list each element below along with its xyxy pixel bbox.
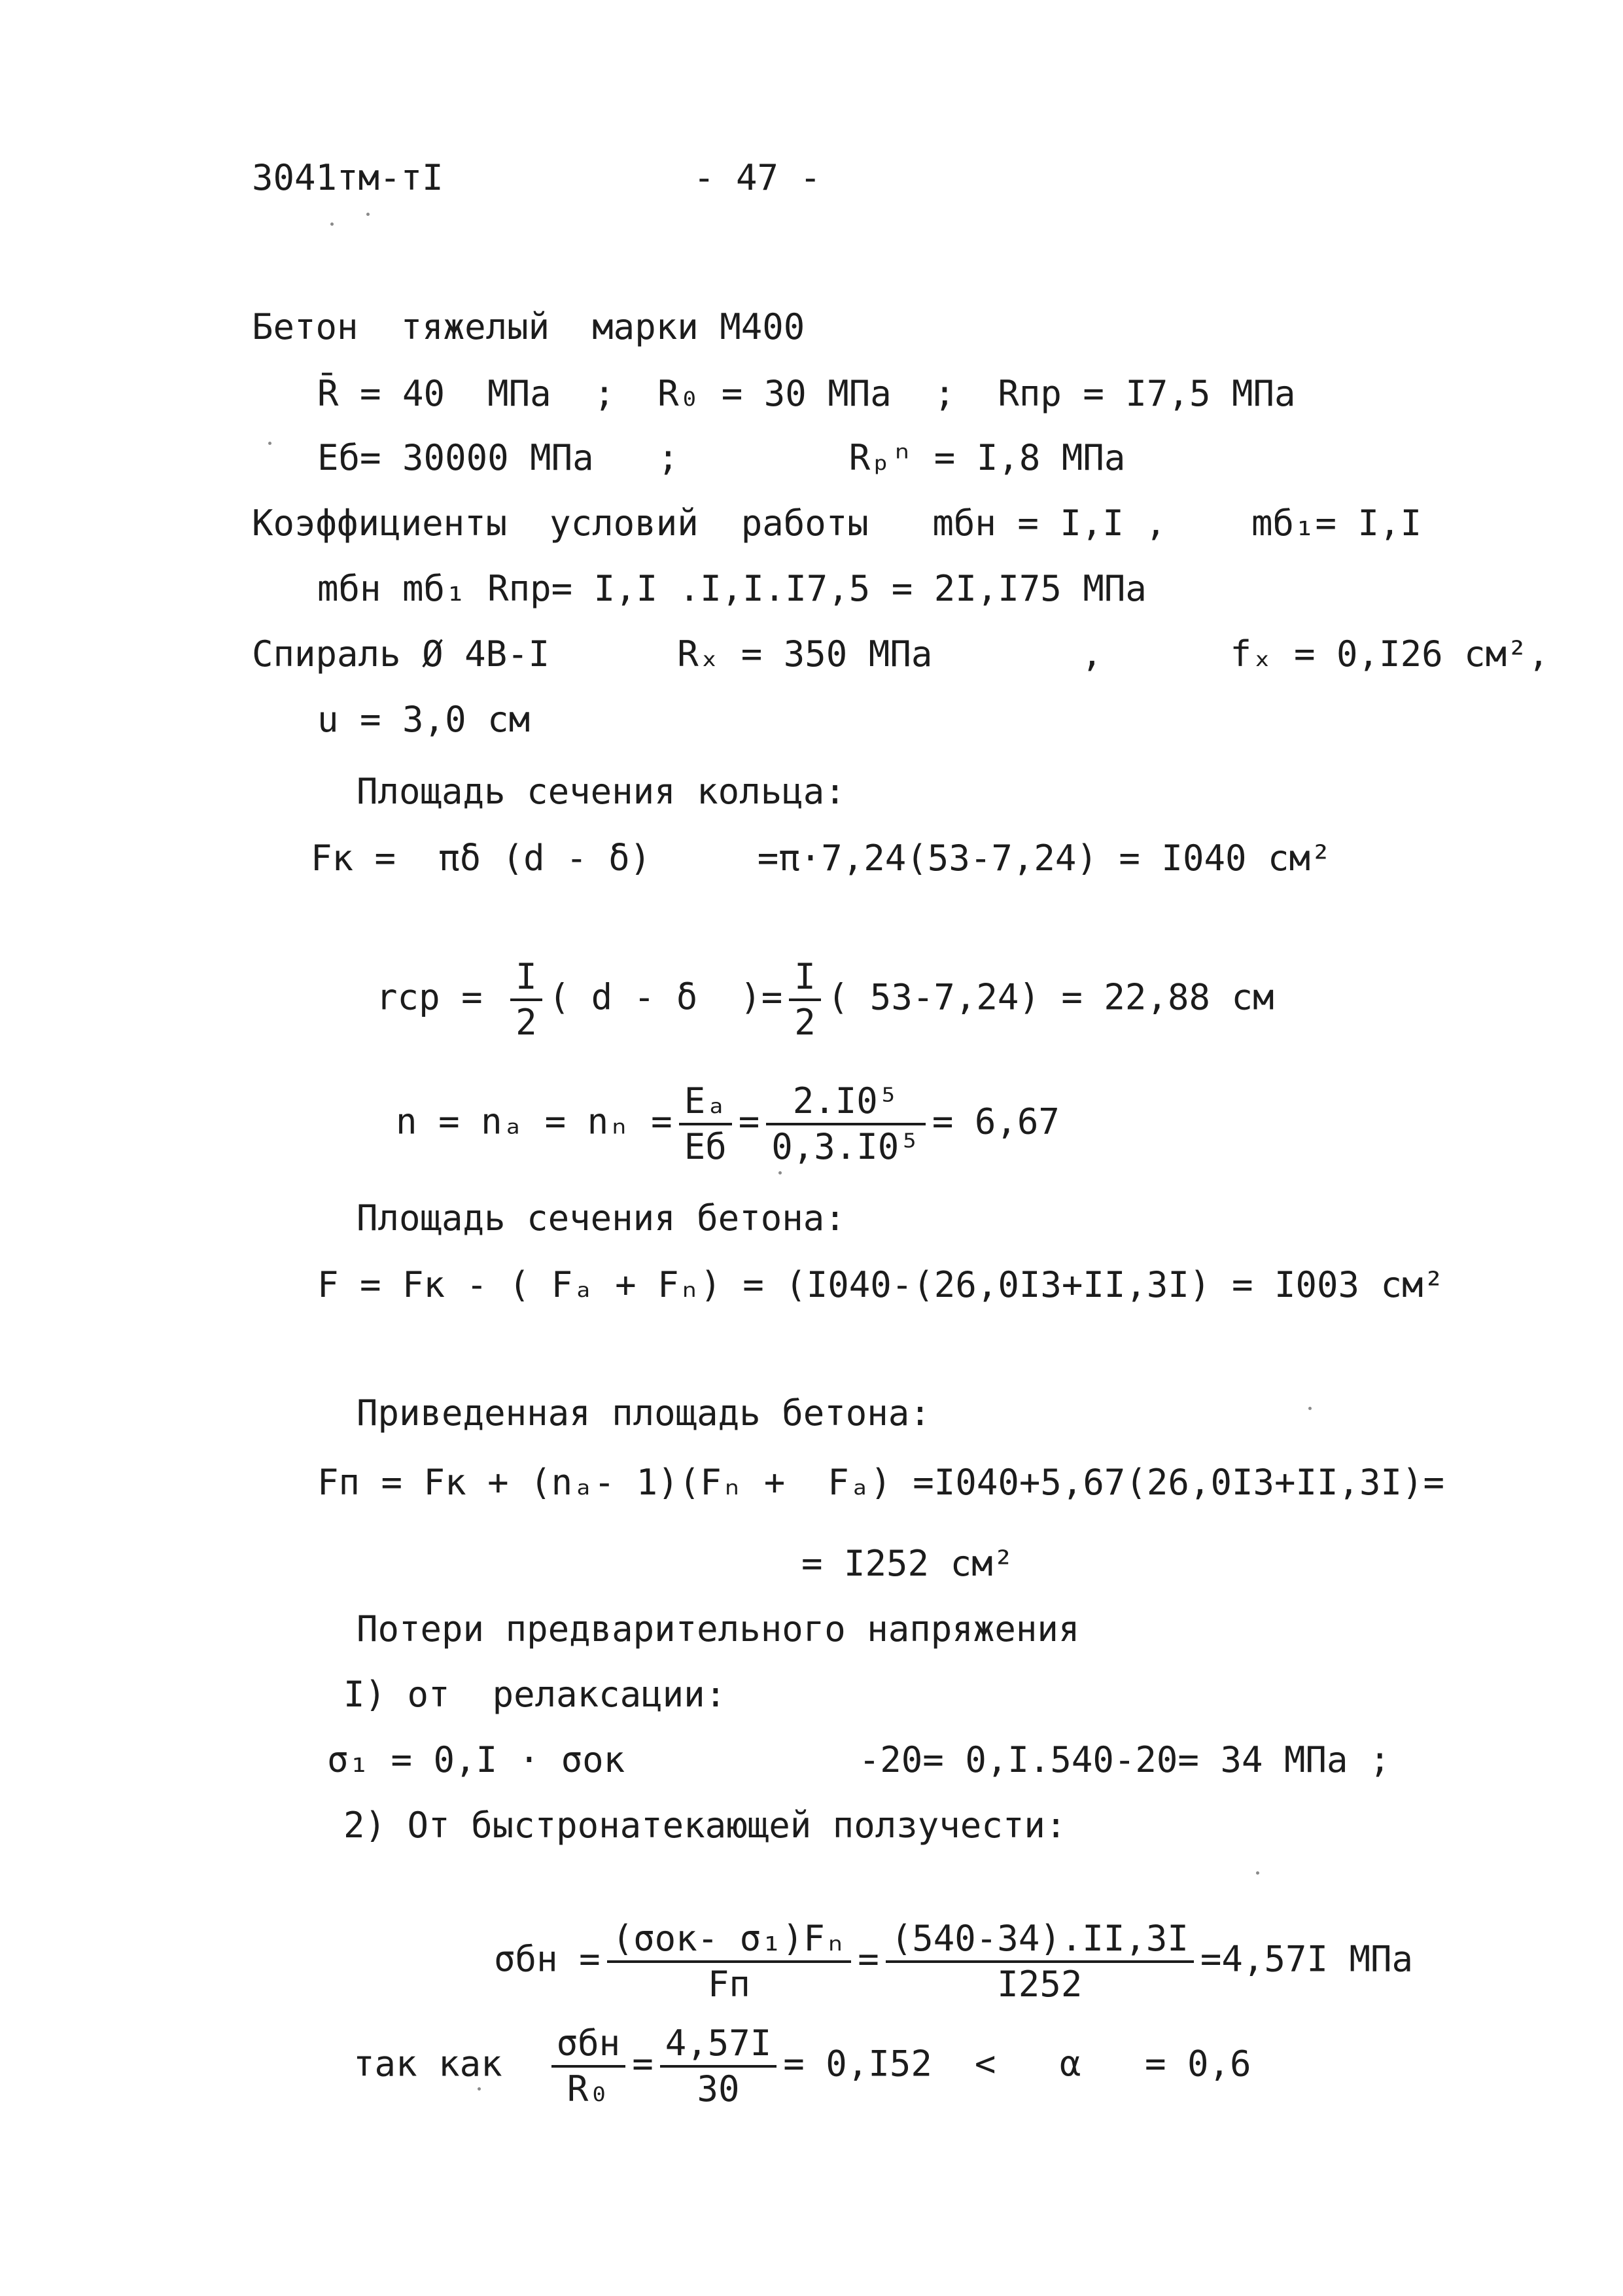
scan-speck <box>478 2087 481 2091</box>
modular-ratio-formula <box>311 1040 1060 1208</box>
ring-area-heading: Площадь сечения кольца: <box>357 771 846 812</box>
fraction-numerator: (540-34).II,3I <box>886 1920 1194 1963</box>
equals-sign: = <box>632 2043 654 2085</box>
fraction-numerator: (σок- σ₁)Fₙ <box>607 1920 852 1963</box>
concrete-strengths-line: R̄ = 40 МПа ; R₀ = 30 МПа ; Rпр = I7,5 МПа <box>317 373 1296 414</box>
fraction <box>679 1082 732 1166</box>
relaxation-heading: I) от релаксации: <box>343 1674 727 1715</box>
creep-rhs: =4,57I МПа <box>1200 1938 1414 1980</box>
fraction-denominator: 0,3.I0⁵ <box>771 1126 920 1167</box>
fraction-denominator: 30 <box>697 2068 740 2110</box>
scan-speck <box>366 213 370 216</box>
fraction <box>789 958 821 1042</box>
reduced-area-formula-1: Fп = Fк + (nₐ- 1)(Fₙ + Fₐ) =I040+5,67(26,0I3+II,3I)= <box>317 1462 1445 1503</box>
equals-sign: = <box>738 1101 760 1142</box>
concrete-area-formula: F = Fк - ( Fₐ + Fₙ) = (I040-(26,0I3+II,3I) = I003 см² <box>317 1264 1445 1305</box>
losses-heading: Потери предварительного напряжения <box>357 1608 1080 1650</box>
modular-ratio-lhs: n = nₐ = nₙ = <box>396 1101 672 1142</box>
creep-lhs: σбн = <box>494 1938 601 1980</box>
fraction <box>766 1082 926 1166</box>
creep-heading: 2) От быстронатекающей ползучести: <box>343 1805 1067 1846</box>
fraction <box>660 2024 777 2108</box>
stress-ratio-rhs: = 0,I52 < α = 0,6 <box>783 2043 1251 2085</box>
coefficients-line: Коэффициенты условий работы mбн = I,I , mб₁= I,I <box>252 503 1422 544</box>
scan-speck <box>1308 1407 1312 1410</box>
fraction <box>510 958 542 1042</box>
mean-radius-lhs: rср = <box>376 976 504 1018</box>
fraction-numerator: Eₐ <box>679 1082 732 1125</box>
scan-speck <box>1256 1871 1259 1875</box>
fraction-numerator: I <box>510 958 542 1001</box>
fraction <box>551 2024 626 2108</box>
fraction-numerator: 2.I0⁵ <box>766 1082 926 1125</box>
fraction-denominator: I252 <box>997 1964 1083 2005</box>
fraction-denominator: R₀ <box>567 2068 610 2110</box>
concrete-modulus-line: Eб= 30000 МПа ; Rₚⁿ = I,8 МПа <box>317 437 1126 478</box>
equals-sign: = <box>858 1938 879 1980</box>
fraction-numerator: I <box>789 958 821 1001</box>
fraction-numerator: σбн <box>551 2024 626 2068</box>
scan-speck <box>778 1171 782 1174</box>
concrete-area-heading: Площадь сечения бетона: <box>357 1197 846 1239</box>
scan-speck <box>330 222 334 226</box>
spiral-pitch-line: u = 3,0 см <box>317 699 531 740</box>
page-number: - 47 - <box>693 157 822 198</box>
modular-ratio-rhs: = 6,67 <box>932 1101 1060 1142</box>
fraction-denominator: 2 <box>515 1002 537 1043</box>
coefficients-product-line: mбн mб₁ Rпр= I,I .I,I.I7,5 = 2I,I75 МПа <box>317 568 1147 609</box>
relaxation-formula: σ₁ = 0,I · σок -20= 0,I.540-20= 34 МПа ; <box>327 1739 1391 1780</box>
ring-area-formula: Fк = πδ (d - δ) =π·7,24(53-7,24) = I040 см² <box>311 838 1332 879</box>
spiral-line: Спираль Ø 4В-I Rₓ = 350 МПа , fₓ = 0,I26 см², <box>252 633 1550 675</box>
concrete-title: Бетон тяжелый марки М400 <box>252 306 805 347</box>
document-code: 3041тм-тI <box>252 157 444 198</box>
since-label: так как <box>353 2043 502 2085</box>
stress-ratio-check <box>268 1983 1251 2150</box>
fraction-denominator: Eб <box>684 1126 727 1167</box>
mean-radius-mid: ( d - δ )= <box>548 976 783 1018</box>
fraction-denominator: Fп <box>707 1964 750 2005</box>
fraction-numerator: 4,57I <box>660 2024 777 2068</box>
mean-radius-rhs: ( 53-7,24) = 22,88 см <box>827 976 1274 1018</box>
reduced-area-formula-2: = I252 см² <box>801 1543 1015 1584</box>
fraction-denominator: 2 <box>794 1002 816 1043</box>
reduced-area-heading: Приведенная площадь бетона: <box>357 1392 931 1434</box>
scan-speck <box>268 442 271 445</box>
